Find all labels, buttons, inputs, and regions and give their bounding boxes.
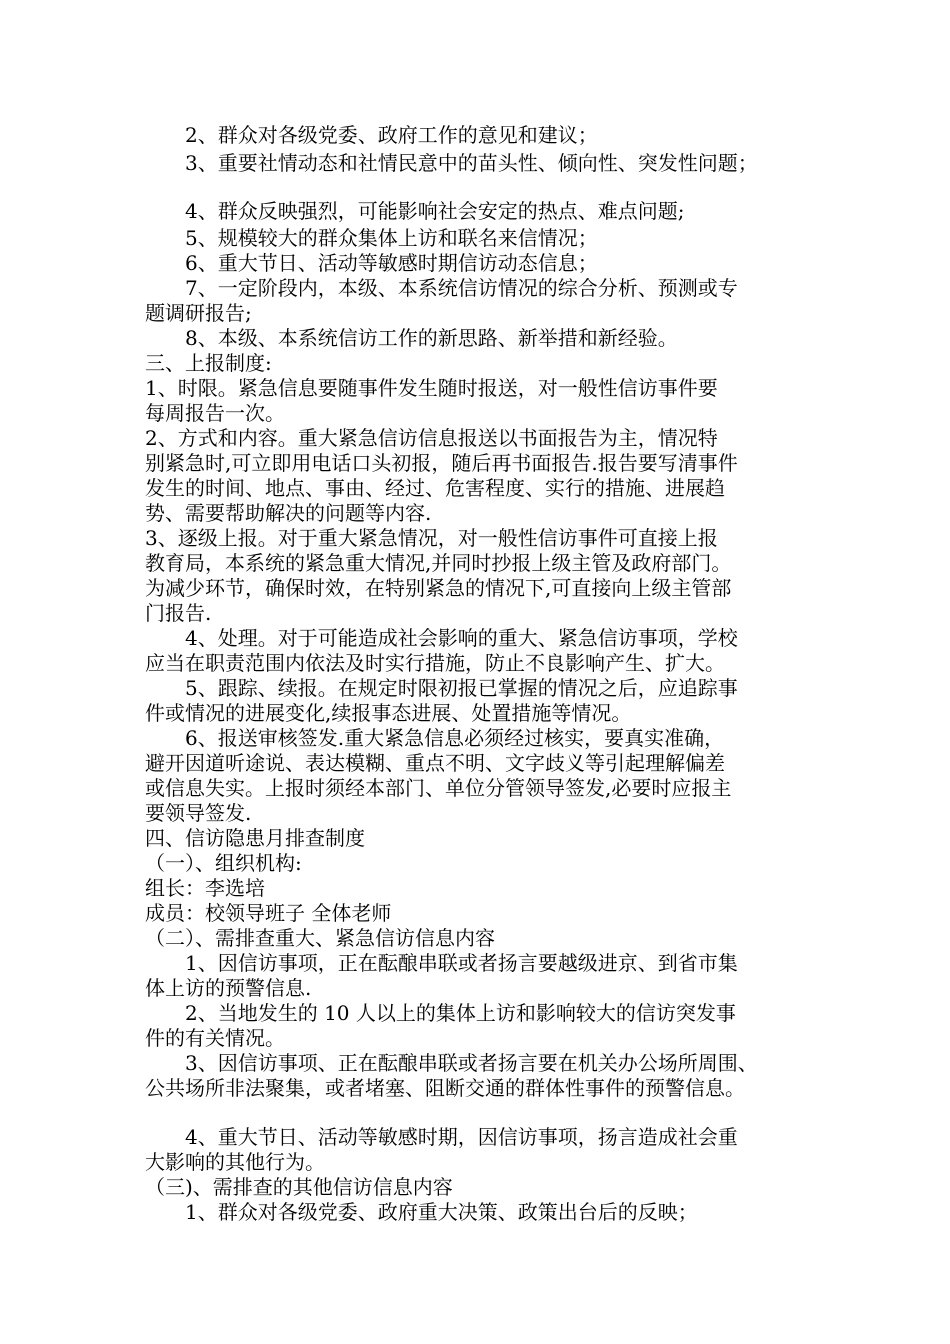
text-line: 4、处理。对于可能造成社会影响的重大、紧急信访事项，学校 [145,626,738,650]
text-line: 发生的时间、地点、事由、经过、危害程度、实行的措施、进展趋 [145,476,725,500]
text-line: 4、群众反映强烈，可能影响社会安定的热点、难点问题; [145,199,685,223]
text-line: 1、因信访事项，正在酝酿串联或者扬言要越级进京、到省市集 [145,951,738,975]
text-line: 势、需要帮助解决的问题等内容. [145,501,432,525]
text-line: 5、跟踪、续报。在规定时限初报已掌握的情况之后，应追踪事 [145,676,738,700]
text-line: 避开因道听途说、表达模糊、重点不明、文字歧义等引起理解偏差 [145,751,725,775]
text-line: 公共场所非法聚集，或者堵塞、阻断交通的群体性事件的预警信息。 [145,1076,745,1100]
text-line: 3、因信访事项、正在酝酿串联或者扬言要在机关办公场所周围、 [145,1051,758,1075]
text-line: 6、重大节日、活动等敏感时期信访动态信息； [145,251,598,275]
text-line: 应当在职责范围内依法及时实行措施，防止不良影响产生、扩大。 [145,651,725,675]
text-line: 5、规模较大的群众集体上访和联名来信情况； [145,226,598,250]
text-line: 2、当地发生的 10 人以上的集体上访和影响较大的信访突发事 [145,1001,736,1025]
text-line: 2、方式和内容。重大紧急信访信息报送以书面报告为主，情况特 [145,426,718,450]
text-line: 件的有关情况。 [145,1026,285,1050]
text-line: 6、报送审核签发.重大紧急信息必须经过核实，要真实准确， [145,726,725,750]
text-line: 4、重大节日、活动等敏感时期，因信访事项，扬言造成社会重 [145,1125,738,1149]
text-line: 件或情况的进展变化,续报事态进展、处置措施等情况。 [145,701,632,725]
subsection-heading: （一）、组织机构: [145,851,302,875]
text-line: 或信息失实。上报时须经本部门、单位分管领导签发,必要时应报主 [145,776,732,800]
section-heading: 四、信访隐患月排查制度 [145,826,365,850]
text-line: 1、时限。紧急信息要随事件发生随时报送，对一般性信访事件要 [145,376,718,400]
text-line: 1、群众对各级党委、政府重大决策、政策出台后的反映； [145,1200,698,1224]
text-line: 门报告. [145,601,212,625]
text-line: 大影响的其他行为。 [145,1150,325,1174]
subsection-heading: （三)、需排查的其他信访信息内容 [145,1175,453,1199]
text-line: 组长：李选培 [145,876,265,900]
text-line: 2、群众对各级党委、政府工作的意见和建议； [145,123,598,147]
text-line: 3、重要社情动态和社情民意中的苗头性、倾向性、突发性问题； [145,151,758,175]
text-line: 要领导签发. [145,801,252,825]
section-heading: 三、上报制度: [145,351,272,375]
text-line: 题调研报告; [145,301,252,325]
text-line: 3、逐级上报。对于重大紧急情况，对一般性信访事件可直接上报 [145,526,718,550]
subsection-heading: （二）、需排查重大、紧急信访信息内容 [145,926,495,950]
text-line: 每周报告一次。 [145,401,285,425]
text-line: 为减少环节，确保时效，在特别紧急的情况下,可直接向上级主管部 [145,576,732,600]
text-line: 体上访的预警信息. [145,976,312,1000]
text-line: 8、本级、本系统信访工作的新思路、新举措和新经验。 [145,326,678,350]
text-line: 成员：校领导班子 全体老师 [145,901,392,925]
text-line: 别紧急时,可立即用电话口头初报，随后再书面报告.报告要写清事件 [145,451,738,475]
text-line: 7、一定阶段内，本级、本系统信访情况的综合分析、预测或专 [145,276,738,300]
text-line: 教育局，本系统的紧急重大情况,并同时抄报上级主管及政府部门。 [145,551,732,575]
